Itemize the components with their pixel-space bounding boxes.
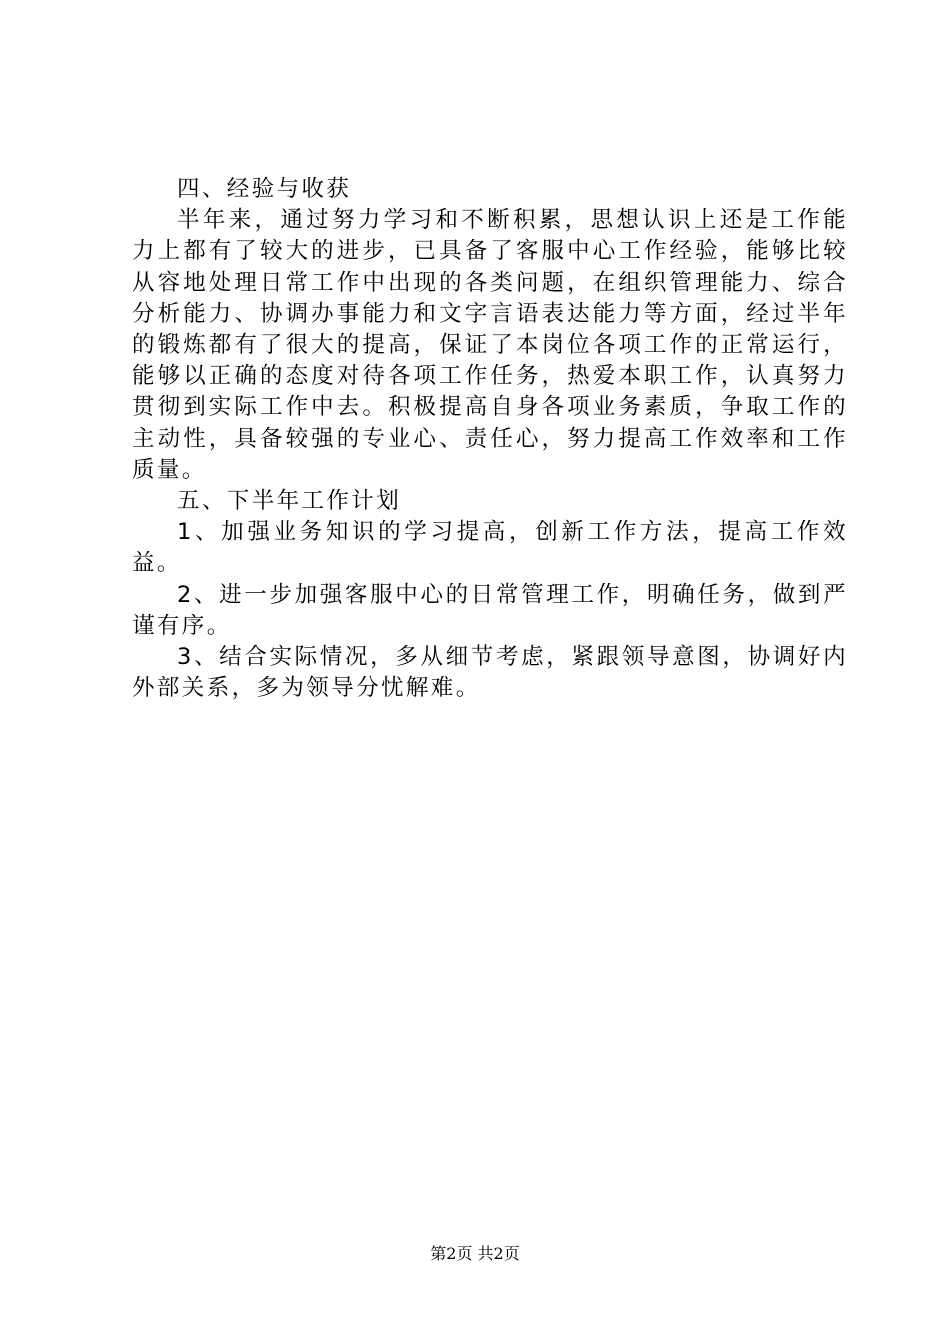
page-number-footer: 第2页 共2页 bbox=[430, 1244, 520, 1263]
section-heading-experience: 四、经验与收获 bbox=[177, 176, 352, 202]
experience-paragraph: 半年来，通过努力学习和不断积累，思想认识上还是工作能力上都有了较大的进步，已具备了客服中心工作经验，能够比较从容地处理日常工作中出现的各类问题，在组织管理能力、综合分析能力、协调办事能力和文字言语表达能力等方面，经过半年的锻炼都有了很大的提高，保证了本岗位各项工作的正常运行，能够以正确的态度对待各项工作任务，热爱本职工作，认真努力贯彻到实际工作中去。积极提高自身各项业务素质，争取工作的主动性，具备较强的专业心、责任心，努力提高工作效率和工作质量。 bbox=[132, 207, 848, 483]
document-body bbox=[132, 174, 848, 704]
plan-item-2: 2、进一步加强客服中心的日常管理工作，明确任务，做到严谨有序。 bbox=[132, 581, 848, 639]
plan-item-1: 1、加强业务知识的学习提高，创新工作方法，提高工作效益。 bbox=[132, 519, 848, 577]
section-heading-plan: 五、下半年工作计划 bbox=[177, 488, 402, 515]
plan-item-3: 3、结合实际情况，多从细节考虑，紧跟领导意图，协调好内外部关系，多为领导分忧解难。 bbox=[132, 644, 848, 702]
